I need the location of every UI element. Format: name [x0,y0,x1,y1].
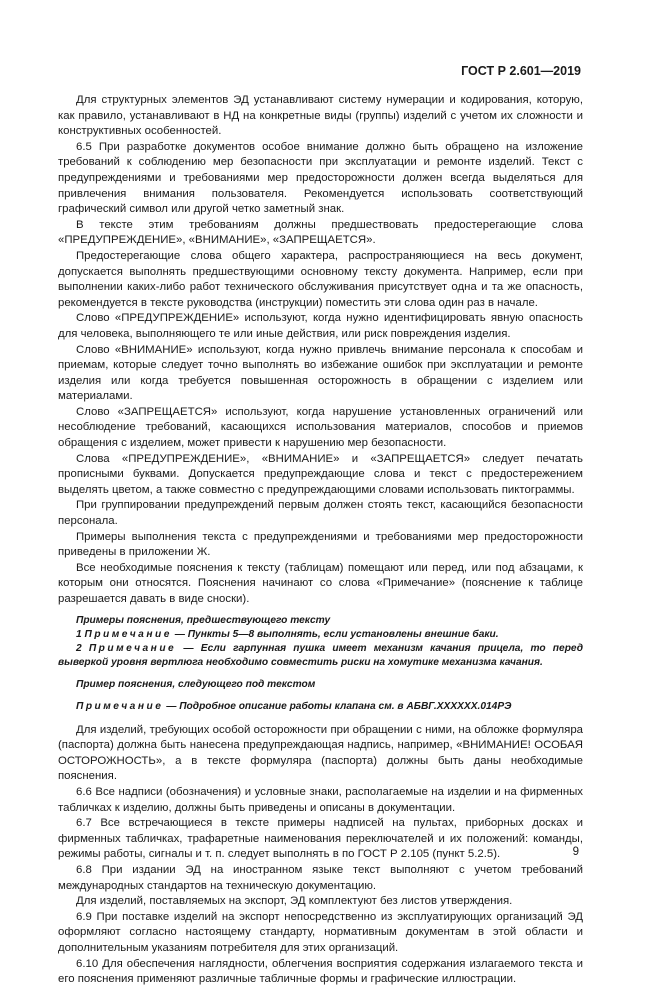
paragraph: Предостерегающие слова общего характера, распространяющиеся на весь документ, допускается выполнять предшествующими основному тексту документа. Например, если при выполнении каких-либо работ технического обслуживания присутствует одна и та же опасность, рекомендуется в тексте руководства (инструкции) поместить эти слова один раз в начале. [58,249,583,309]
page-number: 9 [572,846,579,858]
paragraph: Слово «ЗАПРЕЩАЕТСЯ» используют, когда нарушение установленных ограничений или несоблюдение требований, касающихся использования материалов, способов и приемов обращения с изделием, может привести к нарушению мер безопасности. [58,405,583,450]
paragraph: 6.5 При разработке документов особое внимание должно быть обращено на изложение требований к соблюдению мер безопасности при эксплуатации и ремонте изделий. Текст с предупреждениями и требованиями мер предосторожности должен всегда выделяться для привлечения внимания пользователя. Рекомендуется использовать соответствующий графический символ или другой четко заметный знак. [58,140,583,216]
note-word: Примечание [76,700,164,712]
paragraph: 6.9 При поставке изделий на экспорт непосредственно из эксплуатирующих организаций ЭД оформляют согласно настоящему стандарту, нормативным документам в этой области и дополнительным указаниям потребителя для этих организаций. [58,910,583,954]
paragraph: Слово «ПРЕДУПРЕЖДЕНИЕ» используют, когда нужно идентифицировать явную опасность для человека, выполняющего те или иные действия, или риск повреждения изделия. [58,312,583,340]
paragraph: 6.6 Все надписи (обозначения) и условные знаки, располагаемые на изделии и на фирменных табличках к изделию, должны быть приведены и описаны в документации. [58,785,583,814]
note-text: — Если гарпунная пушка имеет механизм качания прицела, то перед выверкой уровня вертлюга необходимо совместить риски на хомутике механизма качания. [58,642,583,668]
example-note-1 [58,628,583,642]
note-number: 1 [76,628,85,640]
note-text: — Пункты 5—8 выполнять, если установлены внешние баки. [171,628,499,640]
page-header-standard-id: ГОСТ Р 2.601—2019 [461,64,581,78]
paragraph: 6.10 Для обеспечения наглядности, облегчения восприятия содержания излагаемого текста и его пояснения применяют различные табличные формы и графические иллюстрации. [58,957,583,986]
paragraph: При группировании предупреждений первым должен стоять текст, касающийся безопасности персонала. [58,499,583,528]
paragraph: 6.7 Все встречающиеся в тексте примеры надписей на пультах, приборных досках и фирменных табличках, трафаретные наименования переключателей и их положений: команды, режимы работы, сигналы и т. п. следует выполнять в по ГОСТ Р 2.105 (пункт 5.2.5). [58,817,583,861]
paragraph: Слова «ПРЕДУПРЕЖДЕНИЕ», «ВНИМАНИЕ» и «ЗАПРЕЩАЕТСЯ» следует печатать прописными буквами. Допускается предупреждающие слова и текст с предостережением выделять цветом, а также совместно с предупреждающими словами использовать пиктограммы. [58,452,583,496]
paragraph: Все необходимые пояснения к тексту (таблицам) помещают или перед, или под абзацами, к которым они относятся. Пояснения начинают со слова «Примечание» (пояснение к таблице разрешается давать в виде сноски). [58,561,583,605]
paragraph: Слово «ВНИМАНИЕ» используют, когда нужно привлечь внимание персонала к способам и приемам, которые следует точно выполнять во избежание ошибок при эксплуатации и ремонте изделия или когда требуется повышенная осторожность в обращении с изделием или материалами. [58,343,583,403]
note-word: Примечание [88,642,177,654]
note-text: — Подробное описание работы клапана см. в АБВГ.XXXXXX.014РЭ [163,700,512,712]
paragraph: Для структурных элементов ЭД устанавливают систему нумерации и кодирования, которую, как правило, устанавливают в НД на конкретные виды (группы) изделий с учетом их сложности и конструктивных особенностей. [58,94,583,138]
paragraph: 6.8 При издании ЭД на иностранном языке текст выполняют с учетом требований международных стандартов на техническую документацию. [58,863,583,892]
note-word: Примечание [84,628,172,640]
examples-after-heading: Пример пояснения, следующего под текстом [76,678,316,690]
page-body [58,93,583,988]
paragraph: В тексте этим требованиям должны предшествовать предостерегающие слова «ПРЕДУПРЕЖДЕНИЕ», «ВНИМАНИЕ», «ЗАПРЕЩАЕТСЯ». [58,218,583,247]
paragraph: Для изделий, поставляемых на экспорт, ЭД комплектуют без листов утверждения. [76,895,513,908]
example-note-3 [58,700,583,714]
paragraph: Для изделий, требующих особой осторожности при обращении с ними, на обложке формуляра (паспорта) должна быть нанесена предупреждающая надпись, например, «ВНИМАНИЕ! ОСОБАЯ ОСТОРОЖНОСТЬ», а в тексте формуляра (паспорта) должны быть даны необходимые пояснения. [58,723,583,783]
example-note-2 [58,642,583,670]
examples-before-heading: Примеры пояснения, предшествующего тексту [76,614,331,626]
paragraph: Примеры выполнения текста с предупреждениями и требованиями мер предосторожности приведены в приложении Ж. [58,530,583,559]
note-number: 2 [76,642,89,654]
